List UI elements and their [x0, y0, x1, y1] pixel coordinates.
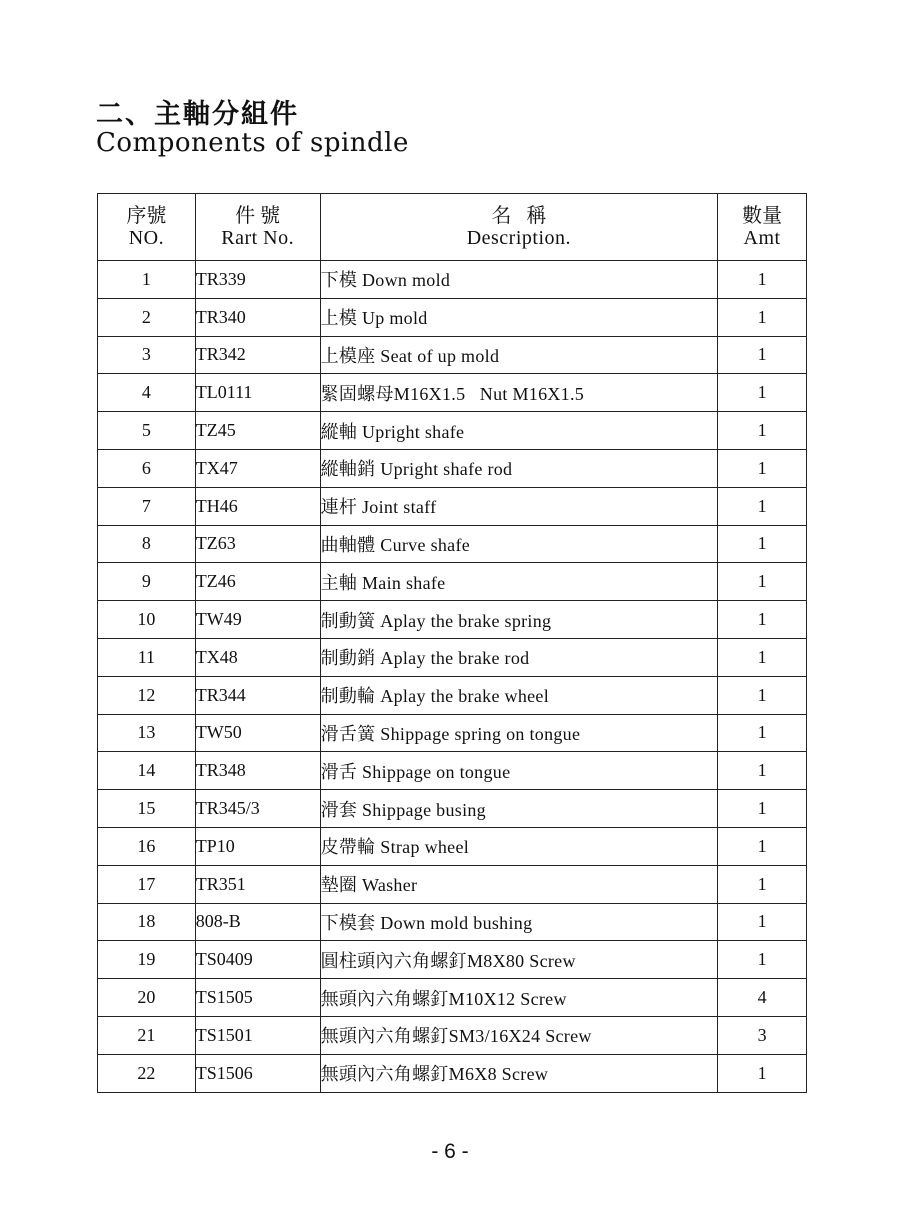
table-row — [98, 374, 807, 412]
amount: 1 — [718, 601, 807, 639]
header-desc-en: Description. — [466, 227, 572, 249]
row-number: 5 — [98, 412, 196, 450]
description: 縱軸銷 Upright shafe rod — [320, 449, 718, 487]
description: 緊固螺母M16X1.5 Nut M16X1.5 — [320, 374, 718, 412]
row-number: 19 — [98, 941, 196, 979]
header-amt-cn: 數量 — [742, 205, 783, 227]
row-number: 2 — [98, 298, 196, 336]
row-number: 3 — [98, 336, 196, 374]
part-number: TW50 — [195, 714, 320, 752]
table-row — [98, 601, 807, 639]
row-number: 1 — [98, 261, 196, 299]
page-number: - 6 - — [431, 1140, 469, 1163]
header-part-cn: 件 號 — [235, 205, 281, 227]
part-number: TH46 — [195, 487, 320, 525]
table-row — [98, 714, 807, 752]
part-number: TS1505 — [195, 979, 320, 1017]
description: 滑套 Shippage busing — [320, 790, 718, 828]
part-number: TR340 — [195, 298, 320, 336]
row-number: 21 — [98, 1016, 196, 1054]
row-number: 10 — [98, 601, 196, 639]
table-row — [98, 676, 807, 714]
table-header-row — [98, 194, 807, 261]
header-no — [98, 194, 196, 261]
amount: 1 — [718, 336, 807, 374]
table-row — [98, 638, 807, 676]
amount: 1 — [718, 827, 807, 865]
description: 主軸 Main shafe — [320, 563, 718, 601]
header-desc-cn: 名 稱 — [491, 205, 547, 227]
part-number: TW49 — [195, 601, 320, 639]
table-row — [98, 1054, 807, 1092]
description: 皮帶輪 Strap wheel — [320, 827, 718, 865]
description: 滑舌簧 Shippage spring on tongue — [320, 714, 718, 752]
table-row — [98, 827, 807, 865]
description: 墊圈 Washer — [320, 865, 718, 903]
header-amt-en: Amt — [743, 227, 781, 249]
description: 圓柱頭內六角螺釘M8X80 Screw — [320, 941, 718, 979]
description: 縱軸 Upright shafe — [320, 412, 718, 450]
row-number: 17 — [98, 865, 196, 903]
amount: 1 — [718, 449, 807, 487]
section-title-chinese: 二、主軸分組件 — [96, 99, 299, 130]
part-number: TZ63 — [195, 525, 320, 563]
amount: 1 — [718, 261, 807, 299]
part-number: 808-B — [195, 903, 320, 941]
row-number: 16 — [98, 827, 196, 865]
amount: 1 — [718, 563, 807, 601]
row-number: 15 — [98, 790, 196, 828]
amount: 1 — [718, 865, 807, 903]
amount: 1 — [718, 638, 807, 676]
description: 下模 Down mold — [320, 261, 718, 299]
table-row — [98, 752, 807, 790]
description: 無頭內六角螺釘M6X8 Screw — [320, 1054, 718, 1092]
table-row — [98, 525, 807, 563]
header-part-no — [195, 194, 320, 261]
part-number: TR339 — [195, 261, 320, 299]
description: 下模套 Down mold bushing — [320, 903, 718, 941]
row-number: 6 — [98, 449, 196, 487]
part-number: TZ45 — [195, 412, 320, 450]
part-number: TR348 — [195, 752, 320, 790]
section-title-english: Components of spindle — [96, 128, 409, 158]
description: 滑舌 Shippage on tongue — [320, 752, 718, 790]
amount: 1 — [718, 714, 807, 752]
part-number: TX48 — [195, 638, 320, 676]
table-row — [98, 979, 807, 1017]
description: 制動輪 Aplay the brake wheel — [320, 676, 718, 714]
amount: 1 — [718, 487, 807, 525]
table-row — [98, 449, 807, 487]
table-row — [98, 903, 807, 941]
table-row — [98, 487, 807, 525]
amount: 1 — [718, 676, 807, 714]
amount: 1 — [718, 525, 807, 563]
amount: 1 — [718, 374, 807, 412]
table-row — [98, 336, 807, 374]
description: 無頭內六角螺釘M10X12 Screw — [320, 979, 718, 1017]
amount: 1 — [718, 903, 807, 941]
row-number: 14 — [98, 752, 196, 790]
amount: 3 — [718, 1016, 807, 1054]
row-number: 20 — [98, 979, 196, 1017]
table-row — [98, 563, 807, 601]
table-row — [98, 865, 807, 903]
table-row — [98, 261, 807, 299]
part-number: TR342 — [195, 336, 320, 374]
part-number: TR344 — [195, 676, 320, 714]
table-row — [98, 298, 807, 336]
table-row — [98, 790, 807, 828]
row-number: 22 — [98, 1054, 196, 1092]
part-number: TS0409 — [195, 941, 320, 979]
part-number: TR351 — [195, 865, 320, 903]
table-row — [98, 412, 807, 450]
header-no-en: NO. — [128, 227, 165, 249]
part-number: TZ46 — [195, 563, 320, 601]
description: 無頭內六角螺釘SM3/16X24 Screw — [320, 1016, 718, 1054]
amount: 1 — [718, 412, 807, 450]
amount: 1 — [718, 752, 807, 790]
row-number: 12 — [98, 676, 196, 714]
header-no-cn: 序號 — [126, 205, 167, 227]
part-number: TS1506 — [195, 1054, 320, 1092]
description: 連杆 Joint staff — [320, 487, 718, 525]
description: 制動銷 Aplay the brake rod — [320, 638, 718, 676]
header-part-en: Rart No. — [221, 227, 295, 249]
row-number: 13 — [98, 714, 196, 752]
amount: 4 — [718, 979, 807, 1017]
part-number: TS1501 — [195, 1016, 320, 1054]
amount: 1 — [718, 298, 807, 336]
row-number: 11 — [98, 638, 196, 676]
part-number: TR345/3 — [195, 790, 320, 828]
row-number: 18 — [98, 903, 196, 941]
row-number: 7 — [98, 487, 196, 525]
row-number: 4 — [98, 374, 196, 412]
description: 曲軸體 Curve shafe — [320, 525, 718, 563]
row-number: 9 — [98, 563, 196, 601]
header-description — [320, 194, 718, 261]
amount: 1 — [718, 1054, 807, 1092]
part-number: TX47 — [195, 449, 320, 487]
table-row — [98, 1016, 807, 1054]
table-row — [98, 941, 807, 979]
row-number: 8 — [98, 525, 196, 563]
amount: 1 — [718, 941, 807, 979]
part-number: TP10 — [195, 827, 320, 865]
header-amount — [718, 194, 807, 261]
part-number: TL0111 — [195, 374, 320, 412]
description: 上模 Up mold — [320, 298, 718, 336]
description: 上模座 Seat of up mold — [320, 336, 718, 374]
description: 制動簧 Aplay the brake spring — [320, 601, 718, 639]
parts-table — [97, 193, 807, 1093]
amount: 1 — [718, 790, 807, 828]
